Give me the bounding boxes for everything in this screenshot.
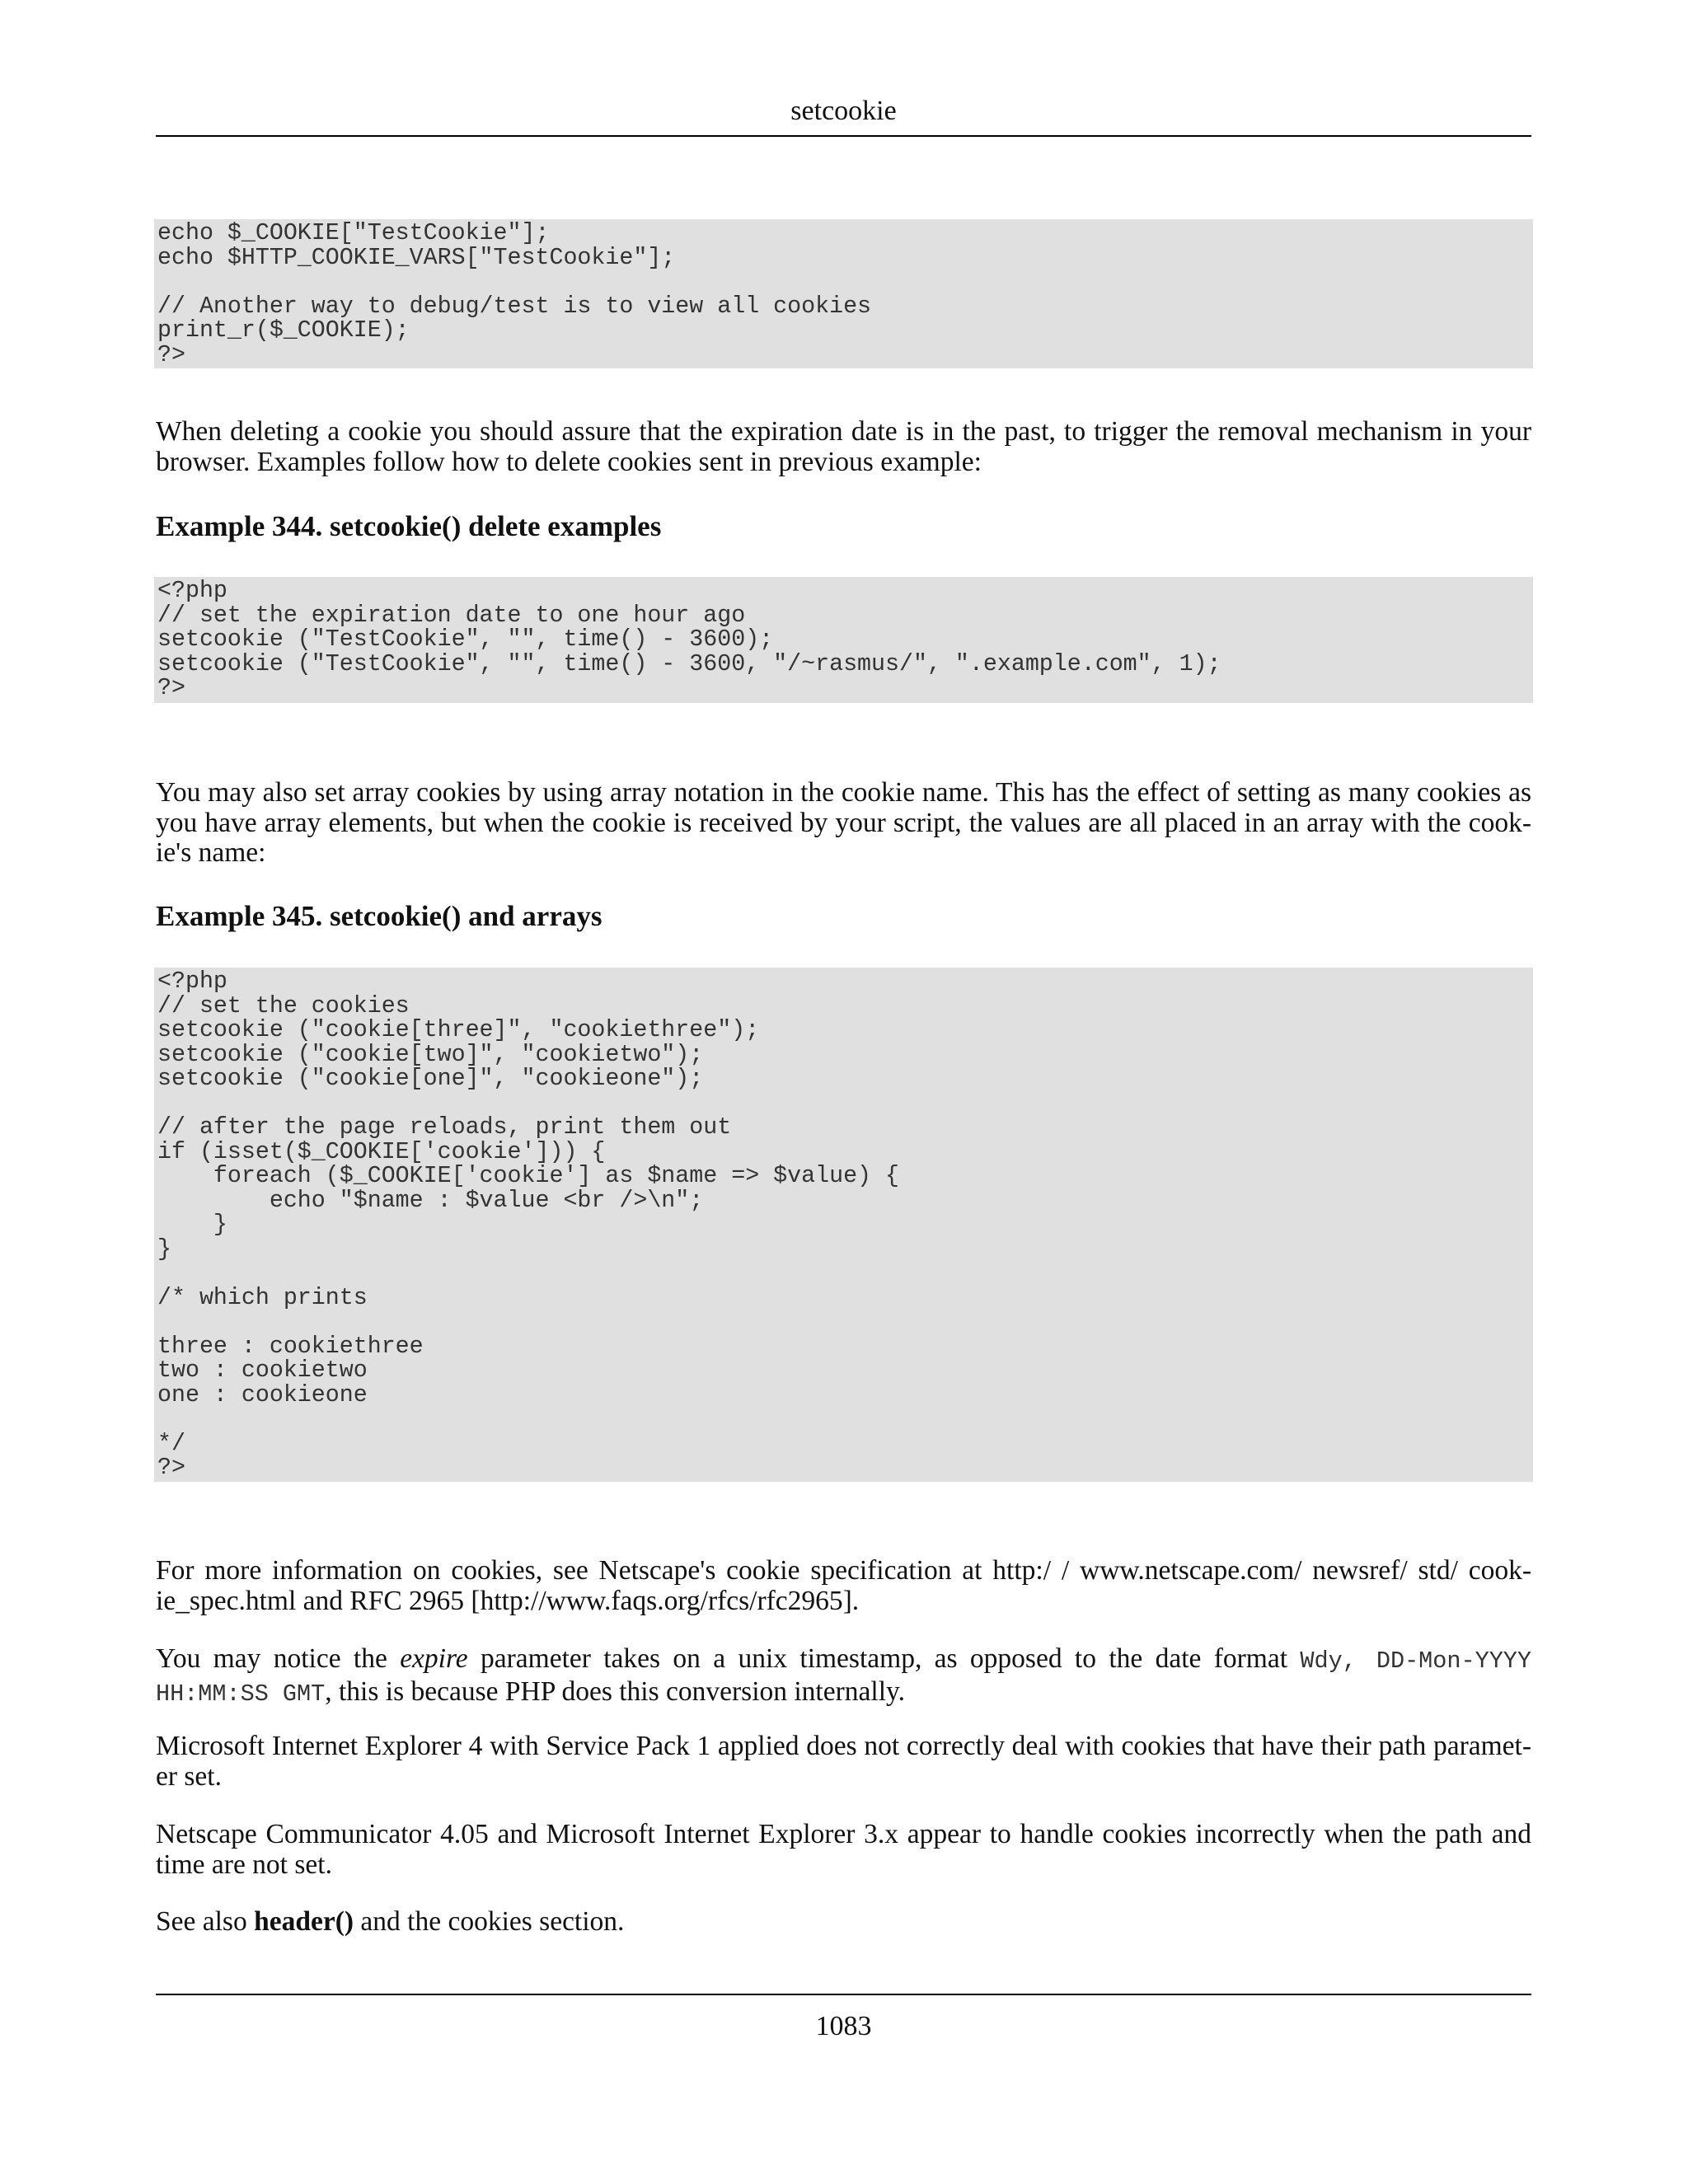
expire-text-before: You may notice the [156,1643,401,1674]
page-number: 1083 [815,2011,872,2041]
code-block-array-cookies: <?php // set the cookies setcookie ("cookie[three]", "cookiethree"); setcookie ("cookie[two]", "cookietwo"); setcookie ("cookie[one]", "cookieone"); // after the page reloads, print them out if (isset($_COOKIE['cookie'])) { foreach ($_COOKIE['cookie'] as $name => $value) { echo "$name : $value <br />\n"; } } /* which prints three : cookiethree two : cookietwo one : cookieone */ ?> [154,968,1533,1482]
expire-text-middle: parameter takes on a unix timestamp, as opposed to the date format [467,1643,1301,1674]
expire-parameter-name: expire [400,1643,468,1674]
code-block-delete-examples: <?php // set the expiration date to one hour ago setcookie ("TestCookie", "", time() - 3600); setcookie ("TestCookie", "", time() - 3600, "/~rasmus/", ".example.com", 1); ?> [154,577,1533,703]
paragraph-see-also [156,1907,1531,1938]
running-header: setcookie [790,96,897,126]
date-format-code: Wdy, DD-Mon-YYYY HH:MM:SS GMT [156,1647,1532,1708]
heading-example-345: Example 345. setcookie() and arrays [156,900,603,932]
heading-example-344: Example 344. setcookie() delete examples [156,510,662,542]
footer-rule [156,1994,1531,1995]
paragraph-more-info: For more information on cookies, see Netscape's cookie specification at http:/ / www.netscape.com/ newsref/ std/ cook-ie_spec.html and RFC 2965 [http://www.faqs.org/rfcs/rfc2965]. [156,1555,1531,1616]
paragraph-netscape-note: Netscape Communicator 4.05 and Microsoft Internet Explorer 3.x appear to handle cookies incorrectly when the path and time are not set. [156,1819,1531,1880]
see-also-text-after: and the cookies section. [354,1906,625,1937]
see-also-text-before: See also [156,1906,255,1937]
header-function-link[interactable]: header() [254,1906,354,1937]
paragraph-array-cookies: You may also set array cookies by using array notation in the cookie name. This has the effect of setting as many cookies as you have array elements, but when the cookie is received by your script, the values are all placed in an array with the cook-ie's name: [156,777,1531,868]
header-rule [156,135,1531,137]
code-block-cookie-debug: echo $_COOKIE["TestCookie"]; echo $HTTP_COOKIE_VARS["TestCookie"]; // Another way to debug/test is to view all cookies print_r($_COOKIE); ?> [154,219,1533,368]
expire-text-after: , this is because PHP does this conversion internally. [325,1675,905,1707]
paragraph-expire-parameter [156,1644,1531,1709]
paragraph-ie4-note: Microsoft Internet Explorer 4 with Service Pack 1 applied does not correctly deal with cookies that have their path paramet-er set. [156,1731,1531,1792]
paragraph-deleting-cookie: When deleting a cookie you should assure that the expiration date is in the past, to trigger the removal mechanism in your browser. Examples follow how to delete cookies sent in previous example: [156,416,1531,477]
